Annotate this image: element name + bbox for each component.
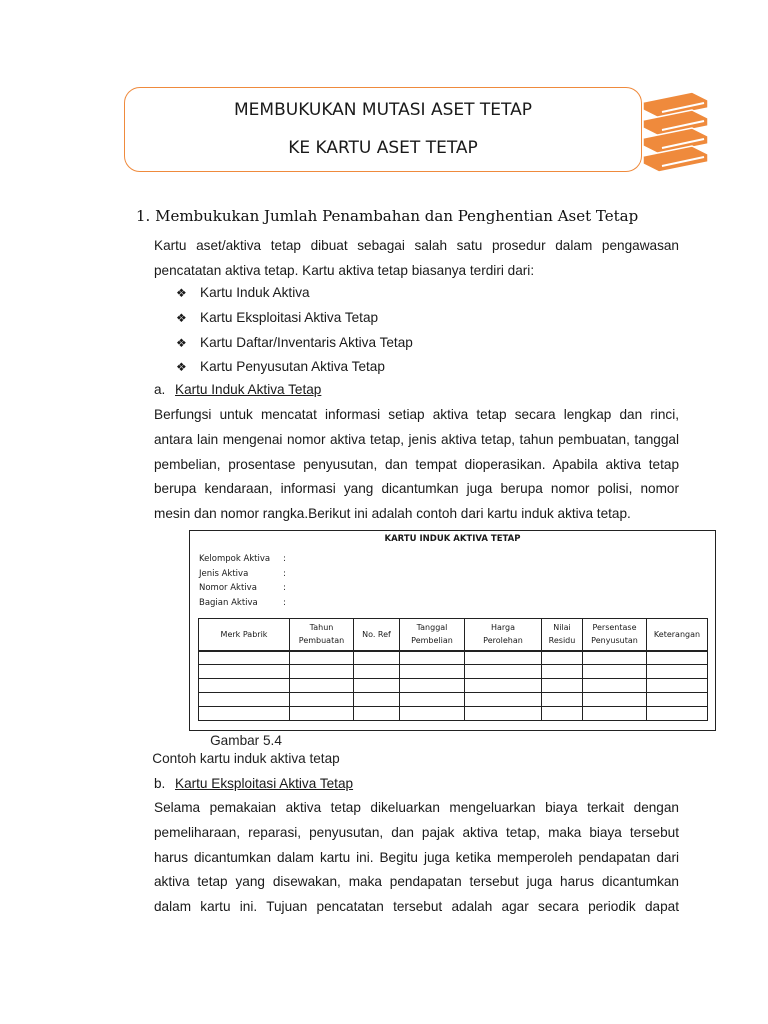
title-box [124, 87, 642, 172]
table-cell [199, 693, 290, 707]
table-cell [542, 679, 583, 693]
table-cell [199, 651, 290, 665]
asset-card-figure [189, 530, 716, 731]
table-cell [354, 665, 400, 679]
table-cell [542, 651, 583, 665]
card-field: Kelompok Aktiva : [199, 554, 286, 564]
intro-line: Kartu aset/aktiva tetap dibuat sebagai salah satu prosedur dalam pengawasan [154, 238, 679, 253]
table-cell [199, 665, 290, 679]
figure-number: Gambar 5.4 [210, 733, 282, 748]
table-cell [583, 679, 647, 693]
table-cell [647, 665, 708, 679]
table-cell [400, 651, 465, 665]
table-cell [290, 693, 354, 707]
table-cell [542, 707, 583, 721]
table-cell [354, 693, 400, 707]
list-item: ❖ Kartu Daftar/Inventaris Aktiva Tetap [176, 331, 413, 356]
diamond-bullet-icon: ❖ [176, 360, 187, 375]
table-cell [400, 679, 465, 693]
table-cell [199, 679, 290, 693]
table-row [199, 679, 708, 693]
card-field: Nomor Aktiva : [199, 583, 286, 593]
table-cell [354, 651, 400, 665]
table-cell [290, 665, 354, 679]
paragraph-a [154, 403, 679, 527]
table-cell [354, 707, 400, 721]
paragraph-line: pemeliharaan, reparasi, penyusutan, dan pajak aktiva tetap, maka biaya tersebut [154, 824, 679, 840]
paragraph-line: Berfungsi untuk mencatat informasi setiap aktiva tetap secara lengkap dan rinci, [154, 407, 679, 422]
table-cell [465, 693, 542, 707]
table-cell [290, 679, 354, 693]
column-header: No. Ref [354, 619, 400, 651]
card-field: Bagian Aktiva : [199, 597, 286, 608]
table-cell [400, 693, 465, 707]
table-cell [583, 693, 647, 707]
column-header: Harga Perolehan [465, 619, 542, 651]
diamond-bullet-icon: ❖ [176, 310, 187, 325]
column-header: Tanggal Pembelian [400, 619, 465, 651]
books-icon [640, 88, 710, 172]
card-table [198, 618, 708, 721]
list-item: ❖ Kartu Penyusutan Aktiva Tetap [176, 355, 413, 380]
subheading-a: a. Kartu Induk Aktiva Tetap [154, 382, 322, 397]
diamond-bullet-icon: ❖ [176, 335, 187, 350]
section-heading: 1. Membukukan Jumlah Penambahan dan Penghentian Aset Tetap [136, 207, 639, 225]
table-cell [400, 665, 465, 679]
table-row [199, 707, 708, 721]
table-header-row [199, 619, 708, 651]
table-cell [199, 707, 290, 721]
table-row [199, 693, 708, 707]
subheading-b: b. Kartu Eksploitasi Aktiva Tetap [154, 776, 354, 791]
table-cell [290, 707, 354, 721]
table-cell [465, 651, 542, 665]
intro-line: pencatatan aktiva tetap. Kartu aktiva tetap biasanya terdiri dari: [154, 262, 535, 278]
table-cell [465, 679, 542, 693]
table-cell [290, 651, 354, 665]
card-title: KARTU INDUK AKTIVA TETAP [384, 534, 521, 544]
paragraph-line: harus dicantumkan dalam kartu ini. Begitu juga ketika memperoleh pendapatan dari [154, 849, 679, 865]
table-cell [400, 707, 465, 721]
paragraph-line: pembelian, prosentase penyusutan, dan tempat dioperasikan. Apabila aktiva tetap [154, 456, 679, 472]
table-cell [465, 665, 542, 679]
column-header: Tahun Pembuatan [290, 619, 354, 651]
table-cell [647, 679, 708, 693]
paragraph-line: berupa kendaraan, informasi yang dicantumkan juga berupa nomor polisi, nomor [154, 481, 679, 497]
table-cell [465, 707, 542, 721]
paragraph-line: dalam kartu ini. Tujuan pencatatan tersebut adalah agar secara periodik dapat [154, 899, 679, 915]
paragraph-b [154, 796, 679, 920]
paragraph-line: Selama pemakaian aktiva tetap dikeluarkan mengeluarkan biaya terkait dengan [154, 800, 679, 815]
paragraph-line: antara lain mengenai nomor aktiva tetap, jenis aktiva tetap, tahun pembuatan, tanggal [154, 431, 679, 447]
table-cell [583, 665, 647, 679]
table-cell [647, 693, 708, 707]
table-cell [542, 665, 583, 679]
table-cell [542, 693, 583, 707]
table-cell [583, 707, 647, 721]
diamond-bullet-icon: ❖ [176, 286, 187, 300]
table-cell [583, 651, 647, 665]
intro-paragraph [154, 234, 679, 284]
paragraph-line: mesin dan nomor rangka.Berikut ini adalah contoh dari kartu induk aktiva tetap. [154, 506, 631, 522]
column-header: Merk Pabrik [199, 619, 290, 651]
bullet-list [176, 281, 413, 380]
table-row [199, 651, 708, 665]
table-cell [647, 651, 708, 665]
column-header: Nilai Residu [542, 619, 583, 651]
table-row [199, 665, 708, 679]
list-item: ❖ Kartu Eksploitasi Aktiva Tetap [176, 306, 413, 331]
card-field: Jenis Aktiva : [199, 568, 286, 579]
paragraph-line: aktiva tetap yang disewakan, maka pendapatan tersebut juga harus dicantumkan [154, 874, 679, 890]
table-cell [354, 679, 400, 693]
card-fields [199, 552, 286, 610]
table-cell [647, 707, 708, 721]
list-item: ❖ Kartu Induk Aktiva [176, 281, 413, 306]
title-line-2: KE KARTU ASET TETAP [288, 138, 478, 158]
title-line-1: MEMBUKUKAN MUTASI ASET TETAP [234, 100, 532, 120]
column-header: Persentase Penyusutan [583, 619, 647, 651]
figure-caption: Contoh kartu induk aktiva tetap [152, 751, 340, 766]
column-header: Keterangan [647, 619, 708, 651]
